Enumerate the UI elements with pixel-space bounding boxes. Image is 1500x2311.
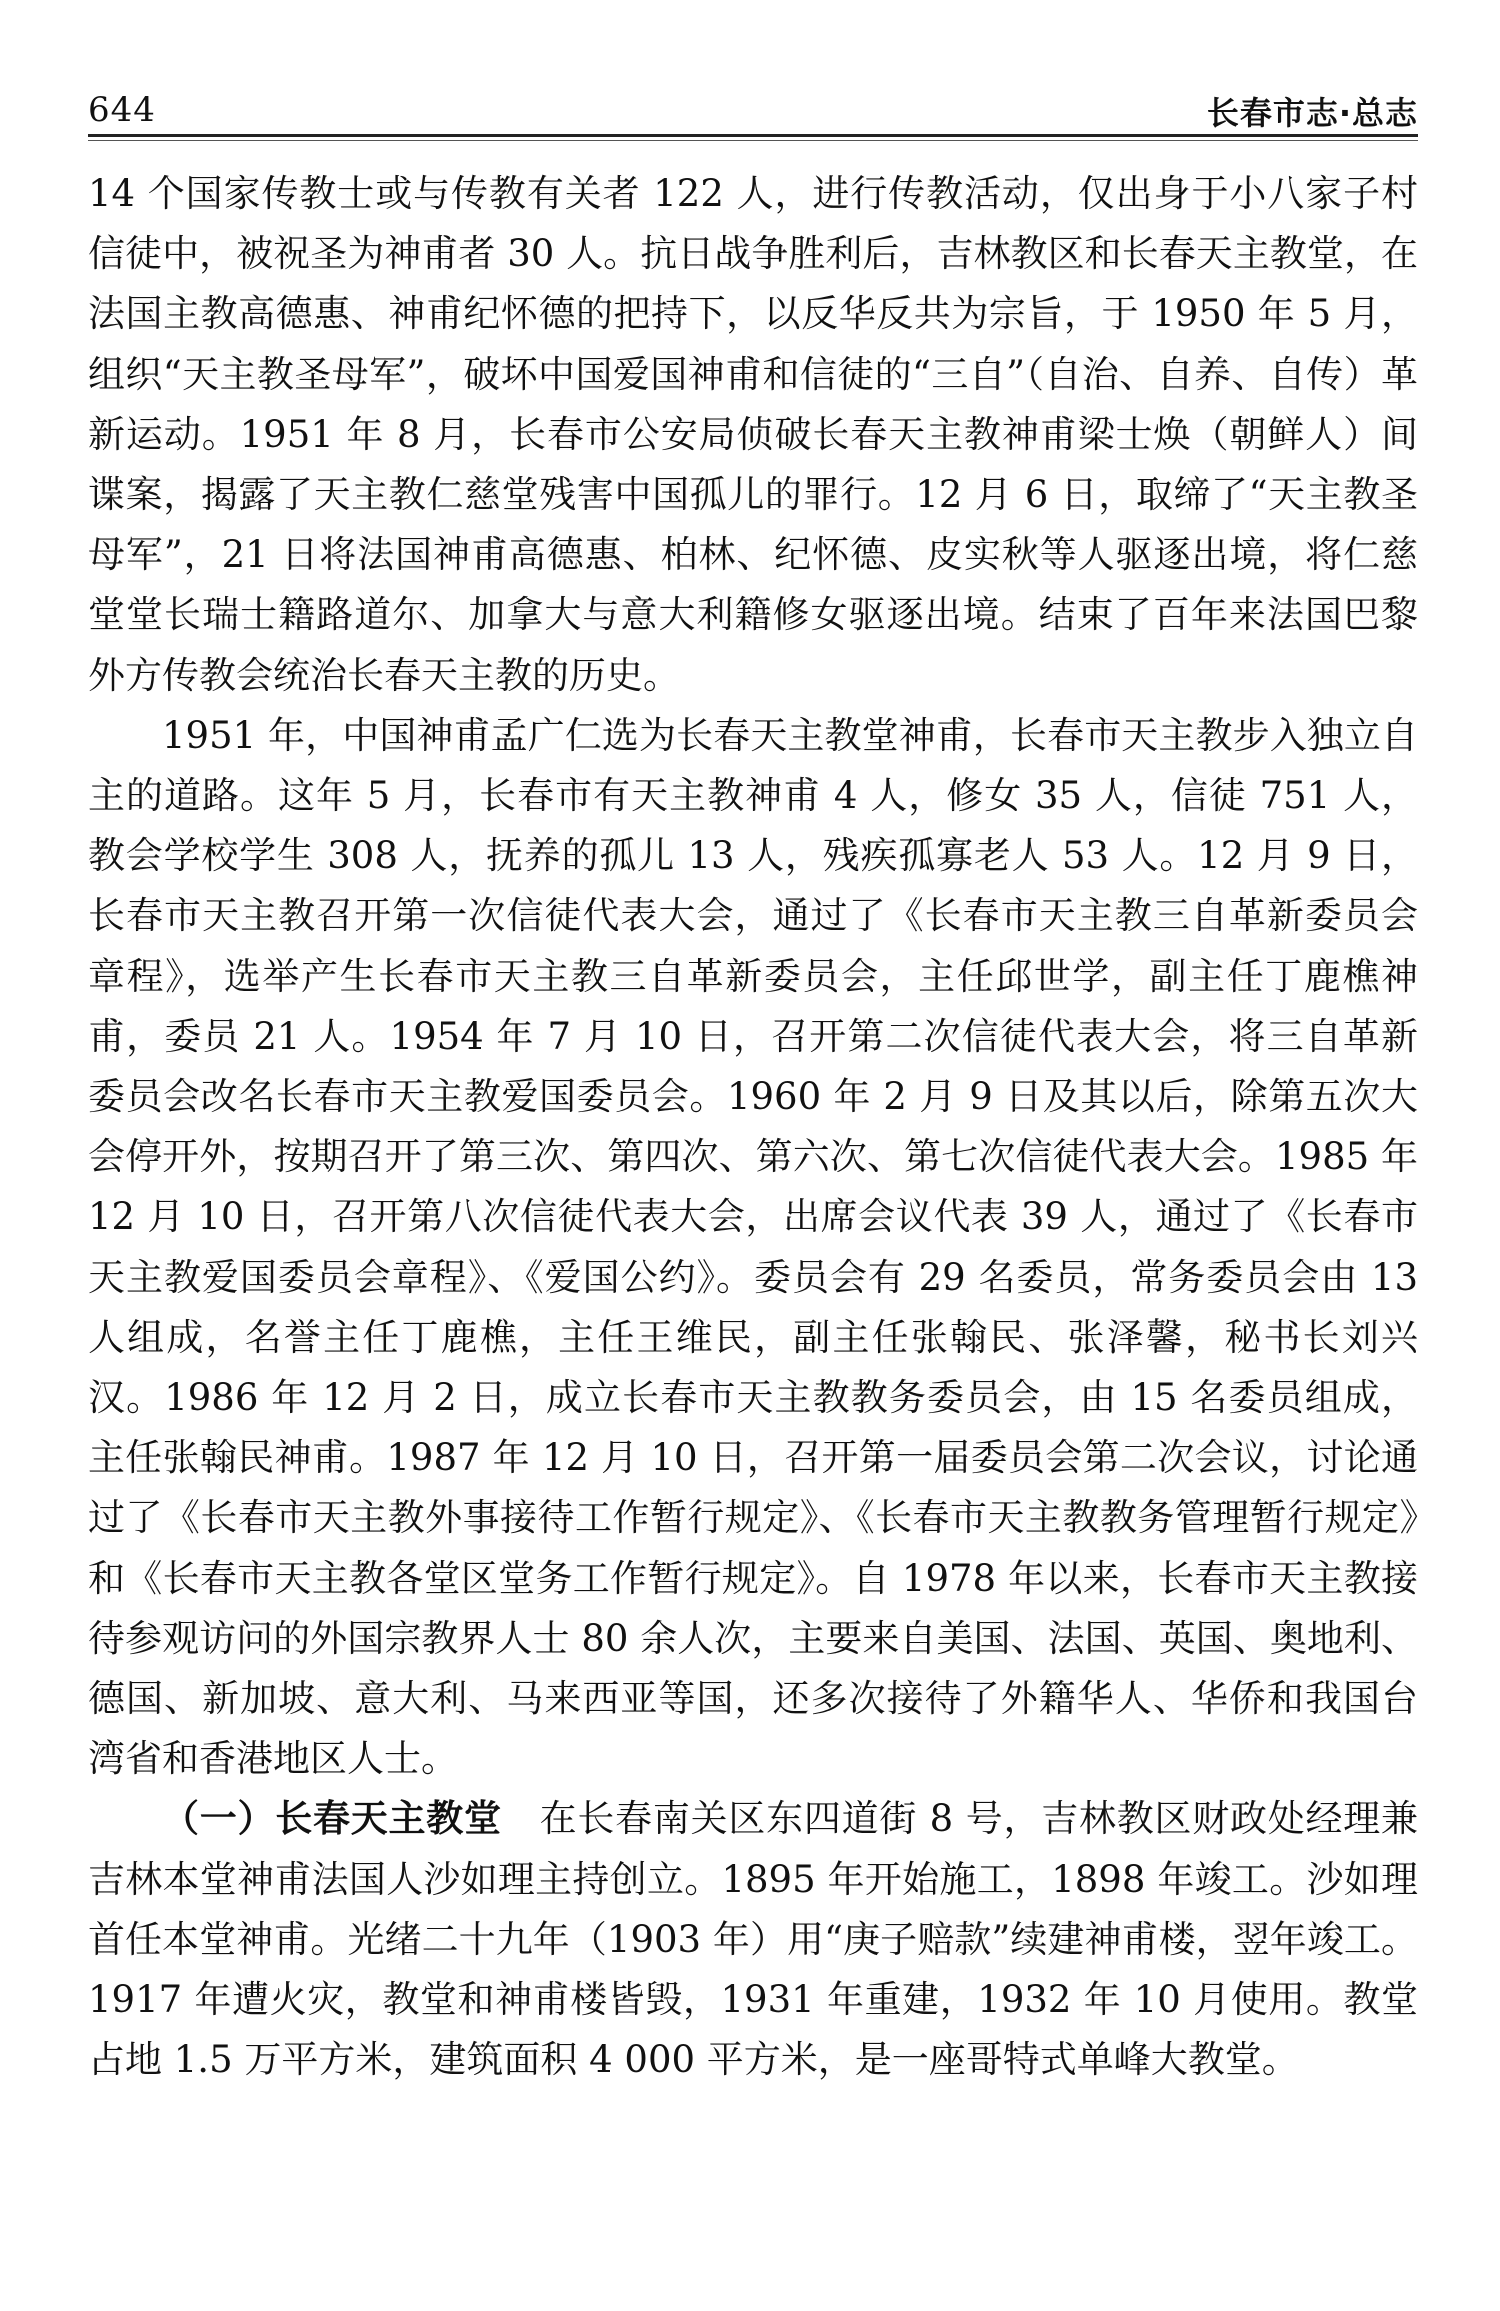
section-text: 在长春南关区东四道街 8 号，吉林教区财政处经理兼吉林本堂神甫法国人沙如理主持创立。1895 年开始施工，1898 年竣工。沙如理首任本堂神甫。光绪二十九年（1903 年）用“庚子赔款”续建神甫楼，翌年竣工。1917 年遭火灾，教堂和神甫楼皆毁，1931 年重建，1932 年 10 月使用。教堂占地 1.5 万平方米，建筑面积 4 000 平方米，是一座哥特式单峰大教堂。 bbox=[88, 1797, 1419, 2082]
header-rule-thick bbox=[88, 134, 1418, 137]
running-head: 长春市志·总志 bbox=[1206, 94, 1418, 132]
paragraph: 1951 年，中国神甫孟广仁选为长春天主教堂神甫，长春市天主教步入独立自主的道路。这年 5 月，长春市有天主教神甫 4 人，修女 35 人，信徒 751 人，教会学校学生 308 人，抚养的孤儿 13 人，残疾孤寡老人 53 人。12 月 9 日，长春市天主教召开第一次信徒代表大会，通过了《长春市天主教三自革新委员会章程》，选举产生长春市天主教三自革新委员会，主任邱世学，副主任丁鹿樵神甫，委员 21 人。1954 年 7 月 10 日，召开第二次信徒代表大会，将三自革新委员会改名长春市天主教爱国委员会。1960 年 2 月 9 日及其以后，除第五次大会停开外，按期召开了第三次、第四次、第六次、第七次信徒代表大会。1985 年 12 月 10 日，召开第八次信徒代表大会，出席会议代表 39 人，通过了《长春市天主教爱国委员会章程》、《爱国公约》。委员会有 29 名委员，常务委员会由 13 人组成，名誉主任丁鹿樵，主任王维民，副主任张翰民、张泽馨，秘书长刘兴汉。1986 年 12 月 2 日，成立长春市天主教教务委员会，由 15 名委员组成，主任张翰民神甫。1987 年 12 月 10 日，召开第一届委员会第二次会议，讨论通过了《长春市天主教外事接待工作暂行规定》、《长春市天主教教务管理暂行规定》和《长春市天主教各堂区堂务工作暂行规定》。自 1978 年以来，长春市天主教接待参观访问的外国宗教界人士 80 余人次，主要来自美国、法国、英国、奥地利、德国、新加坡、意大利、马来西亚等国，还多次接待了外籍华人、华侨和我国台湾省和香港地区人士。 bbox=[88, 713, 1418, 1781]
section-heading: （一）长春天主教堂 bbox=[162, 1797, 502, 1841]
page-number: 644 bbox=[88, 90, 156, 130]
page-header bbox=[88, 82, 1418, 138]
header-rule-thin bbox=[88, 140, 1418, 141]
body-text bbox=[88, 164, 1418, 2091]
section-paragraph bbox=[88, 1789, 1418, 2090]
paragraph-continued: 14 个国家传教士或与传教有关者 122 人，进行传教活动，仅出身于小八家子村信徒中，被祝圣为神甫者 30 人。抗日战争胜利后，吉林教区和长春天主教堂，在法国主教高德惠、神甫纪怀德的把持下，以反华反共为宗旨，于 1950 年 5 月，组织“天主教圣母军”，破坏中国爱国神甫和信徒的“三自”（自治、自养、自传）革新运动。1951 年 8 月，长春市公安局侦破长春天主教神甫梁士焕（朝鲜人）间谍案，揭露了天主教仁慈堂残害中国孤儿的罪行。12 月 6 日，取缔了“天主教圣母军”，21 日将法国神甫高德惠、柏林、纪怀德、皮实秋等人驱逐出境，将仁慈堂堂长瑞士籍路道尔、加拿大与意大利籍修女驱逐出境。结束了百年来法国巴黎外方传教会统治长春天主教的历史。 bbox=[88, 172, 1418, 697]
